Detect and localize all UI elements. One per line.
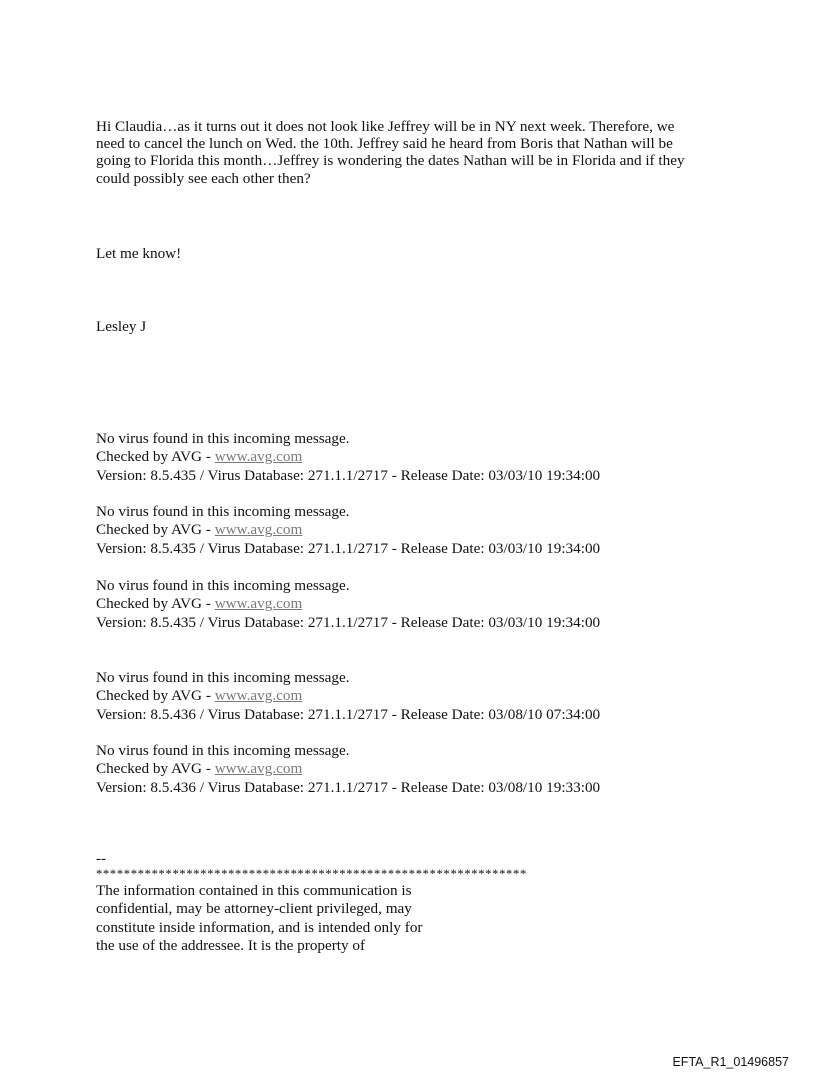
avg-checked-prefix: Checked by AVG - [96, 521, 215, 539]
avg-notice-status: No virus found in this incoming message. [96, 430, 350, 447]
avg-notice-version: Version: 8.5.435 / Virus Database: 271.1.1/2717 - Release Date: 03/03/10 19:34:00 [96, 539, 601, 557]
avg-link[interactable]: www.avg.com [214, 521, 303, 539]
avg-notice [96, 430, 600, 485]
avg-notice-status: No virus found in this incoming message. [96, 669, 350, 686]
avg-notice-checked [96, 448, 600, 466]
asterisk-divider: ************************************************************** [96, 867, 527, 881]
avg-notice [96, 669, 600, 724]
avg-notice-version: Version: 8.5.436 / Virus Database: 271.1.1/2717 - Release Date: 03/08/10 19:33:00 [96, 778, 601, 796]
avg-link[interactable]: www.avg.com [214, 448, 303, 466]
avg-notice-checked [96, 760, 600, 778]
avg-notice-version: Version: 8.5.435 / Virus Database: 271.1.1/2717 - Release Date: 03/03/10 19:34:00 [96, 613, 601, 631]
message-body [96, 118, 716, 187]
avg-notice-checked [96, 595, 600, 613]
message-body-line: going to Florida this month…Jeffrey is wondering the dates Nathan will be in Florida and if they [96, 152, 685, 170]
disclaimer-line: constitute inside information, and is intended only for [96, 918, 423, 936]
disclaimer-line: confidential, may be attorney-client privileged, may [96, 900, 412, 918]
disclaimer-line: the use of the addressee. It is the property of [96, 937, 366, 955]
avg-notice [96, 577, 600, 632]
avg-notice [96, 503, 600, 558]
avg-link[interactable]: www.avg.com [214, 760, 303, 778]
message-signature: Lesley J [96, 318, 147, 335]
avg-notice-status: No virus found in this incoming message. [96, 577, 350, 594]
avg-notice [96, 742, 600, 797]
message-body-line: need to cancel the lunch on Wed. the 10th. Jeffrey said he heard from Boris that Nathan will be [96, 135, 673, 153]
avg-link[interactable]: www.avg.com [214, 687, 303, 705]
avg-link[interactable]: www.avg.com [214, 595, 303, 613]
avg-notice-status: No virus found in this incoming message. [96, 503, 350, 520]
avg-notice-version: Version: 8.5.435 / Virus Database: 271.1.1/2717 - Release Date: 03/03/10 19:34:00 [96, 466, 601, 484]
avg-checked-prefix: Checked by AVG - [96, 760, 215, 778]
avg-checked-prefix: Checked by AVG - [96, 595, 215, 613]
message-body-line: Hi Claudia…as it turns out it does not look like Jeffrey will be in NY next week. Therefore, we [96, 118, 675, 135]
avg-notice-status: No virus found in this incoming message. [96, 742, 350, 759]
message-closing: Let me know! [96, 245, 182, 262]
document-id: EFTA_R1_01496857 [672, 1055, 789, 1069]
avg-notice-checked [96, 687, 600, 705]
avg-checked-prefix: Checked by AVG - [96, 687, 215, 705]
signature-separator: -- [96, 850, 107, 867]
disclaimer-line: The information contained in this communication is [96, 882, 412, 899]
avg-notice-version: Version: 8.5.436 / Virus Database: 271.1.1/2717 - Release Date: 03/08/10 07:34:00 [96, 705, 601, 723]
avg-checked-prefix: Checked by AVG - [96, 448, 215, 466]
message-body-line: could possibly see each other then? [96, 169, 311, 187]
avg-notice-checked [96, 521, 600, 539]
disclaimer [96, 852, 527, 956]
